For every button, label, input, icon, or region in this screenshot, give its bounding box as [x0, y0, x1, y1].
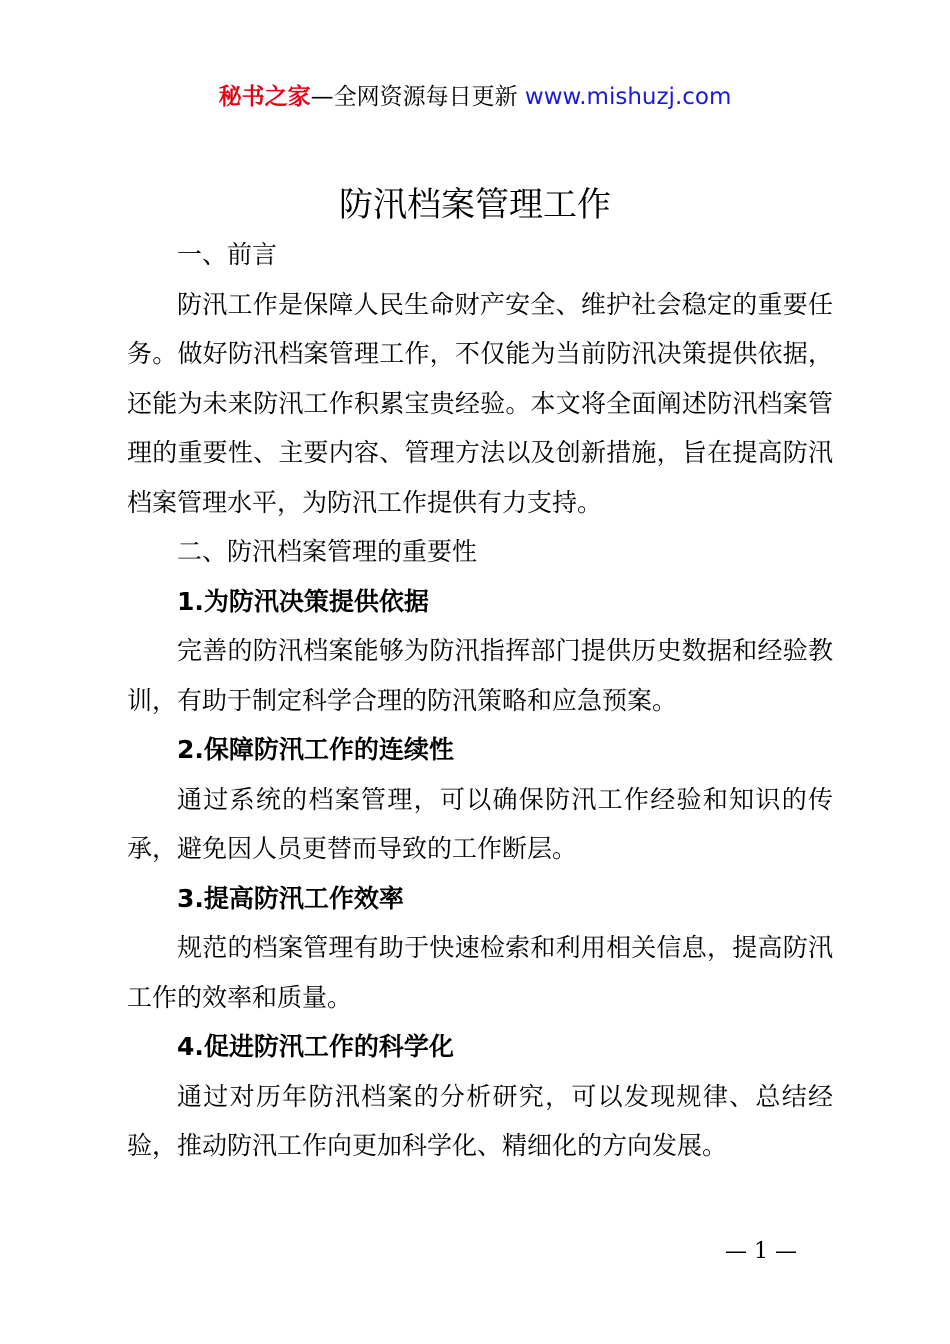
- paragraph-decision-basis: 完善的防汛档案能够为防汛指挥部门提供历史数据和经验教训，有助于制定科学合理的防汛策略和应急预案。: [127, 636, 833, 715]
- section-heading-intro: 一、前言: [177, 240, 278, 269]
- site-url-link[interactable]: www.mishuzj.com: [524, 84, 732, 110]
- subheading-efficiency: 3.提高防汛工作效率: [177, 883, 404, 913]
- paragraph-efficiency: 规范的档案管理有助于快速检索和利用相关信息，提高防汛工作的效率和质量。: [127, 933, 833, 1012]
- subheading-decision-basis: 1.为防汛决策提供依据: [177, 586, 429, 616]
- document-body: [127, 230, 833, 1171]
- paragraph-scientific: 通过对历年防汛档案的分析研究，可以发现规律、总结经验，推动防汛工作向更加科学化、精细化的方向发展。: [127, 1081, 833, 1160]
- page-number: — 1 —: [725, 1239, 797, 1264]
- document-title: 防汛档案管理工作: [339, 185, 611, 225]
- brand-name: 秘书之家: [218, 84, 311, 110]
- section-heading-importance: 二、防汛档案管理的重要性: [177, 537, 478, 566]
- subheading-continuity: 2.保障防汛工作的连续性: [177, 735, 454, 764]
- subheading-scientific: 4.促进防汛工作的科学化: [177, 1032, 454, 1061]
- paragraph-intro: 防汛工作是保障人民生命财产安全、维护社会稳定的重要任务。做好防汛档案管理工作，不仅能为当前防汛决策提供依据，还能为未来防汛工作积累宝贵经验。本文将全面阐述防汛档案管理的重要性、主要内容、管理方法以及创新措施，旨在提高防汛档案管理水平，为防汛工作提供有力支持。: [127, 289, 833, 517]
- site-header: [0, 80, 950, 114]
- header-slogan: —全网资源每日更新: [310, 84, 518, 110]
- paragraph-continuity: 通过系统的档案管理，可以确保防汛工作经验和知识的传承，避免因人员更替而导致的工作断层。: [127, 784, 833, 863]
